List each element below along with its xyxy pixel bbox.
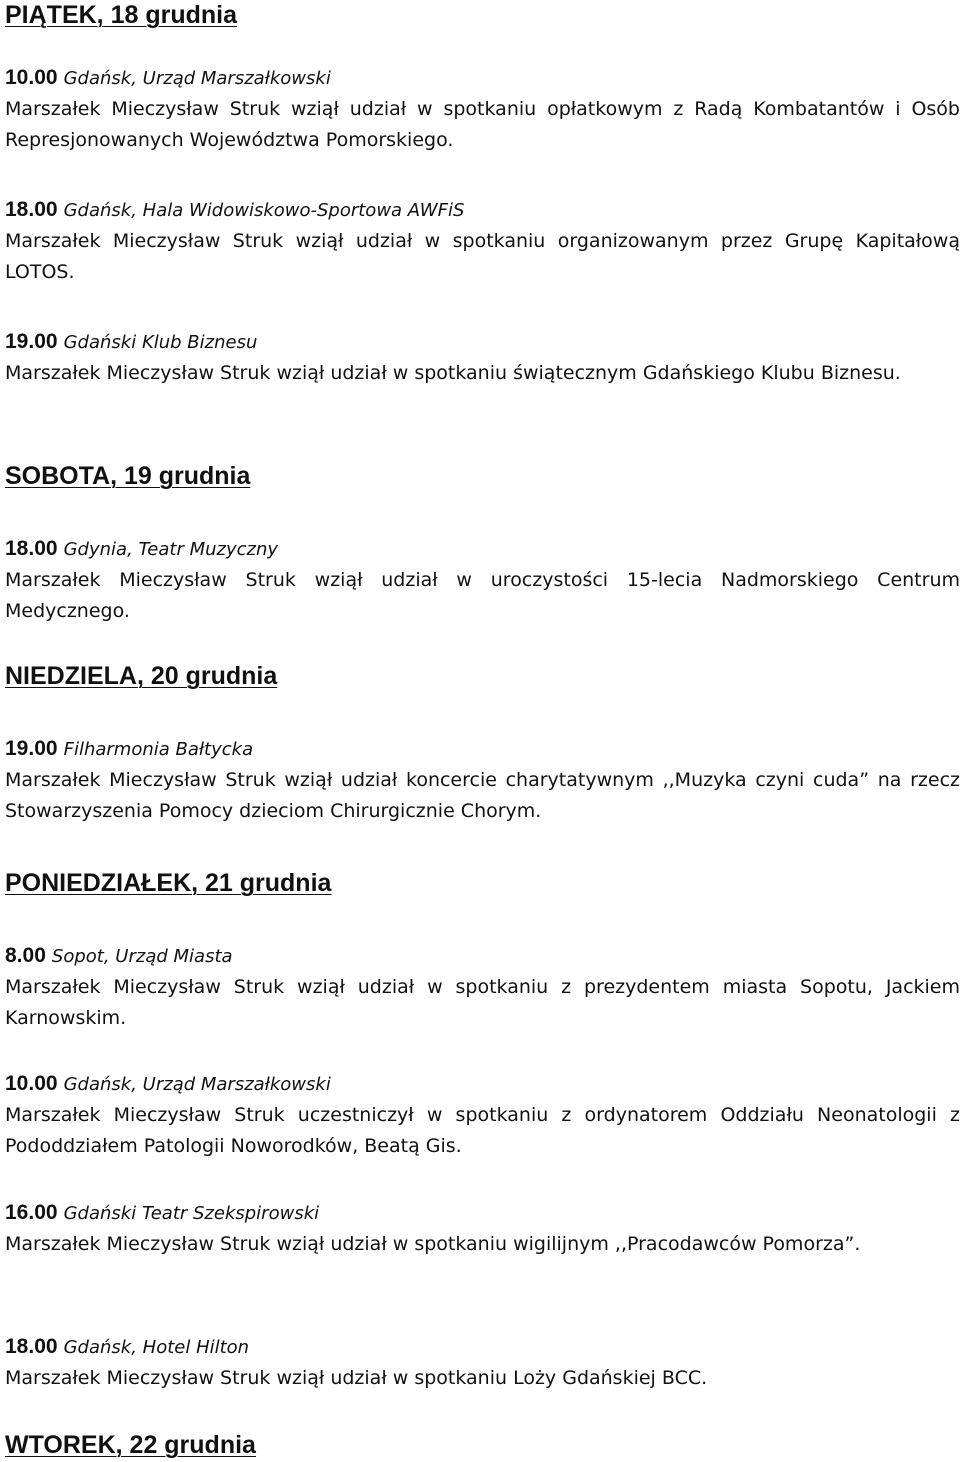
schedule-entry <box>5 534 960 627</box>
entry-description: Marszałek Mieczysław Struk wziął udział w spotkaniu z prezydentem miasta Sopotu, Jackiem Karnowskim. <box>5 976 960 1029</box>
schedule-entry <box>5 941 960 1034</box>
entry-time: 19.00 <box>5 737 58 760</box>
entry-description: Marszałek Mieczysław Struk wziął udział w spotkaniu wigilijnym ,,Pracodawców Pomorza”. <box>5 1233 861 1255</box>
schedule-entry <box>5 734 960 827</box>
schedule-entry <box>5 195 960 288</box>
entry-header <box>5 327 960 358</box>
entry-header <box>5 63 960 94</box>
entry-header <box>5 195 960 226</box>
day-heading-text: WTOREK, 22 grudnia <box>5 1431 256 1459</box>
day-heading-text: PONIEDZIAŁEK, 21 grudnia <box>5 869 332 897</box>
entry-place: Gdański Klub Biznesu <box>63 332 258 353</box>
entry-place: Gdańsk, Hala Widowiskowo-Sportowa AWFiS <box>63 200 465 221</box>
day-heading-text: PIĄTEK, 18 grudnia <box>5 1 237 29</box>
day-heading <box>5 1430 256 1460</box>
entry-description: Marszałek Mieczysław Struk wziął udział w spotkaniu Loży Gdańskiej BCC. <box>5 1367 708 1389</box>
schedule-entry <box>5 1332 960 1394</box>
entry-time: 10.00 <box>5 66 58 89</box>
entry-header <box>5 1332 960 1363</box>
entry-header <box>5 534 960 565</box>
entry-time: 19.00 <box>5 330 58 353</box>
day-heading <box>5 0 237 30</box>
entry-description: Marszałek Mieczysław Struk uczestniczył w spotkaniu z ordynatorem Oddziału Neonatologii z Pododdziałem Patologii Noworodków, Beatą Gis. <box>5 1104 960 1157</box>
entry-place: Gdański Teatr Szekspirowski <box>63 1203 320 1224</box>
entry-header <box>5 734 960 765</box>
entry-place: Gdańsk, Urząd Marszałkowski <box>63 1074 331 1095</box>
entry-place: Gdańsk, Urząd Marszałkowski <box>63 68 331 89</box>
schedule-entry <box>5 327 960 389</box>
entry-time: 18.00 <box>5 1335 58 1358</box>
day-heading-text: SOBOTA, 19 grudnia <box>5 462 251 490</box>
entry-description: Marszałek Mieczysław Struk wziął udział koncercie charytatywnym ,,Muzyka czyni cuda” na rzecz Stowarzyszenia Pomocy dzieciom Chirurgicznie Chorym. <box>5 769 960 822</box>
day-heading <box>5 868 331 898</box>
entry-description: Marszałek Mieczysław Struk wziął udział w spotkaniu opłatkowym z Radą Kombatantów i Osób Represjonowanych Województwa Pomorskiego. <box>5 98 960 151</box>
entry-description: Marszałek Mieczysław Struk wziął udział w spotkaniu organizowanym przez Grupę Kapitałową LOTOS. <box>5 230 960 283</box>
entry-description: Marszałek Mieczysław Struk wziął udział w spotkaniu świątecznym Gdańskiego Klubu Biznesu. <box>5 362 901 384</box>
day-heading-text: NIEDZIELA, 20 grudnia <box>5 662 278 690</box>
entry-time: 16.00 <box>5 1201 58 1224</box>
schedule-entry <box>5 63 960 156</box>
entry-place: Gdańsk, Hotel Hilton <box>63 1337 250 1358</box>
entry-place: Filharmonia Bałtycka <box>63 739 254 760</box>
schedule-entry <box>5 1069 960 1162</box>
entry-time: 18.00 <box>5 537 58 560</box>
day-heading <box>5 461 250 491</box>
entry-time: 18.00 <box>5 198 58 221</box>
entry-time: 8.00 <box>5 944 46 967</box>
entry-description: Marszałek Mieczysław Struk wziął udział w uroczystości 15-lecia Nadmorskiego Centrum Medycznego. <box>5 569 960 622</box>
entry-place: Sopot, Urząd Miasta <box>51 946 233 967</box>
entry-time: 10.00 <box>5 1072 58 1095</box>
day-heading <box>5 661 277 691</box>
entry-place: Gdynia, Teatr Muzyczny <box>63 539 279 560</box>
entry-header <box>5 1198 960 1229</box>
schedule-entry <box>5 1198 960 1260</box>
entry-header <box>5 1069 960 1100</box>
entry-header <box>5 941 960 972</box>
